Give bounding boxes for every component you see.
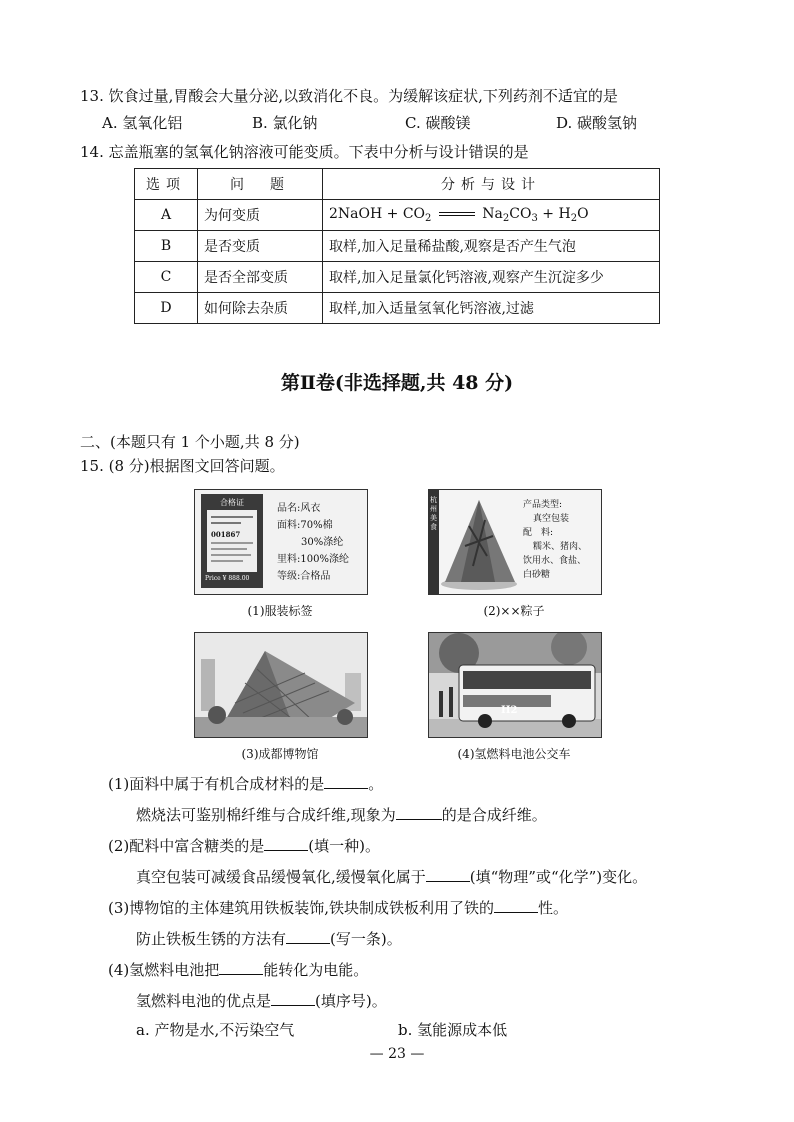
zongzi-text [523, 498, 587, 582]
eq-h-sub: 2 [570, 213, 578, 224]
header-issue: 问 题 [198, 169, 323, 200]
section-title: 第Ⅱ卷(非选择题,共 48 分) [280, 372, 514, 394]
q13-option-d: D. 碳酸氢钠 [556, 114, 638, 132]
museum-figure [194, 632, 368, 738]
tag-line: 等级:合格品 [277, 571, 331, 582]
eq-arrow [439, 212, 475, 216]
subq-4b: 氢燃料电池的优点是 (填序号)。 [136, 992, 387, 1010]
zongzi-line: 配 料: [523, 528, 554, 538]
row-issue: 是否全部变质 [198, 262, 323, 293]
eq-lhs: 2NaOH + CO [329, 206, 426, 222]
eq-product1: Na [482, 206, 503, 222]
part2-heading: 二、(本题只有 1 个小题,共 8 分) [80, 433, 300, 451]
row-issue: 如何除去杂质 [198, 293, 323, 324]
eq-plus: + H [537, 206, 571, 222]
answer-blank[interactable] [324, 774, 368, 789]
table-row [135, 262, 660, 293]
answer-blank[interactable] [286, 929, 330, 944]
tag-line: 里料:100%涤纶 [277, 554, 349, 565]
row-analysis: 取样,加入足量氯化钙溶液,观察产生沉淀多少 [323, 262, 660, 293]
row-analysis: 取样,加入足量稀盐酸,观察是否产生气泡 [323, 231, 660, 262]
tag-line: 品名:风衣 [277, 503, 321, 514]
row-option: D [135, 293, 198, 324]
page-number: — 23 — [369, 1046, 425, 1062]
fig4-caption: (4)氢燃料电池公交车 [457, 747, 571, 761]
fig3-caption: (3)成都博物馆 [241, 747, 319, 761]
zongzi-image [439, 496, 519, 590]
subq-3b: 防止铁板生锈的方法有 (写一条)。 [136, 930, 402, 948]
eq-p1-sub1: 2 [502, 213, 510, 224]
bus-figure [428, 632, 602, 738]
table-row [135, 231, 660, 262]
answer-blank[interactable] [494, 898, 538, 913]
tag-title: 合格证 [220, 498, 244, 507]
row-option: B [135, 231, 198, 262]
zongzi-line: 糯米、猪肉、 [533, 542, 588, 552]
header-analysis: 分析与设计 [323, 169, 660, 200]
tag-inner [207, 510, 257, 572]
table-header-row [135, 169, 660, 200]
eq-lhs-sub: 2 [425, 213, 432, 224]
eq-p1-mid: CO [509, 206, 532, 222]
zongzi-line: 真空包装 [533, 514, 570, 524]
answer-blank[interactable] [219, 960, 263, 975]
zongzi-figure [428, 489, 602, 595]
bus-image [429, 633, 601, 737]
subq-3a: (3)博物馆的主体建筑用铁板装饰,铁块制成铁板利用了铁的 性。 [108, 899, 569, 917]
zongzi-line: 白砂糖 [523, 570, 551, 580]
header-option: 选项 [135, 169, 198, 200]
subq-1a: (1)面料中属于有机合成材料的是 。 [108, 775, 384, 793]
option-b: b. 氢能源成本低 [398, 1021, 508, 1039]
fig1-caption: (1)服装标签 [247, 604, 313, 618]
row-issue: 为何变质 [198, 200, 323, 231]
q13-option-b: B. 氯化钠 [252, 114, 318, 132]
clothing-tag-figure [194, 489, 368, 595]
tag-code: 001867 [211, 530, 241, 539]
tag-text [277, 500, 349, 585]
option-a: a. 产物是水,不污染空气 [136, 1021, 295, 1039]
q15-stem: 15. (8 分)根据图文回答问题。 [80, 457, 285, 475]
subq-1b: 燃烧法可鉴别棉纤维与合成纤维,现象为 的是合成纤维。 [136, 806, 547, 824]
q13-option-a: A. 氢氧化铝 [102, 114, 183, 132]
tag-price: Price ¥ 888.00 [205, 575, 250, 582]
row-analysis: 取样,加入适量氢氧化钙溶液,过滤 [323, 293, 660, 324]
eq-o: O [577, 206, 589, 222]
row-option: C [135, 262, 198, 293]
subq-2b: 真空包装可减缓食品缓慢氧化,缓慢氧化属于 (填“物理”或“化学”)变化。 [136, 868, 648, 886]
row-issue: 是否变质 [198, 231, 323, 262]
q13-stem: 13. 饮食过量,胃酸会大量分泌,以致消化不良。为缓解该症状,下列药剂不适宜的是 [80, 87, 618, 105]
museum-image [195, 633, 367, 737]
answer-blank[interactable] [264, 836, 308, 851]
fig2-caption: (2)××粽子 [483, 604, 545, 618]
subq-2a: (2)配料中富含糖类的是 (填一种)。 [108, 837, 380, 855]
tag-card [201, 494, 263, 588]
q14-stem: 14. 忘盖瓶塞的氢氧化钠溶液可能变质。下表中分析与设计错误的是 [80, 143, 529, 161]
subq-4a: (4)氢燃料电池把 能转化为电能。 [108, 961, 369, 979]
answer-blank[interactable] [426, 867, 470, 882]
analysis-table [134, 168, 660, 324]
eq-p1-sub2: 3 [531, 213, 538, 224]
zongzi-line: 饮用水、食盐、 [523, 556, 587, 566]
table-row [135, 200, 660, 231]
zongzi-line: 产品类型: [523, 500, 563, 510]
tag-line: 30%涤纶 [301, 537, 344, 548]
tag-line: 面料:70%棉 [277, 520, 333, 531]
zongzi-brand: 杭州美食 [430, 496, 437, 531]
q13-option-c: C. 碳酸镁 [405, 114, 471, 132]
table-row [135, 293, 660, 324]
bus-mark: H2 [501, 705, 518, 716]
answer-blank[interactable] [396, 805, 442, 820]
answer-blank[interactable] [271, 991, 315, 1006]
chemical-equation [323, 200, 660, 231]
row-option: A [135, 200, 198, 231]
